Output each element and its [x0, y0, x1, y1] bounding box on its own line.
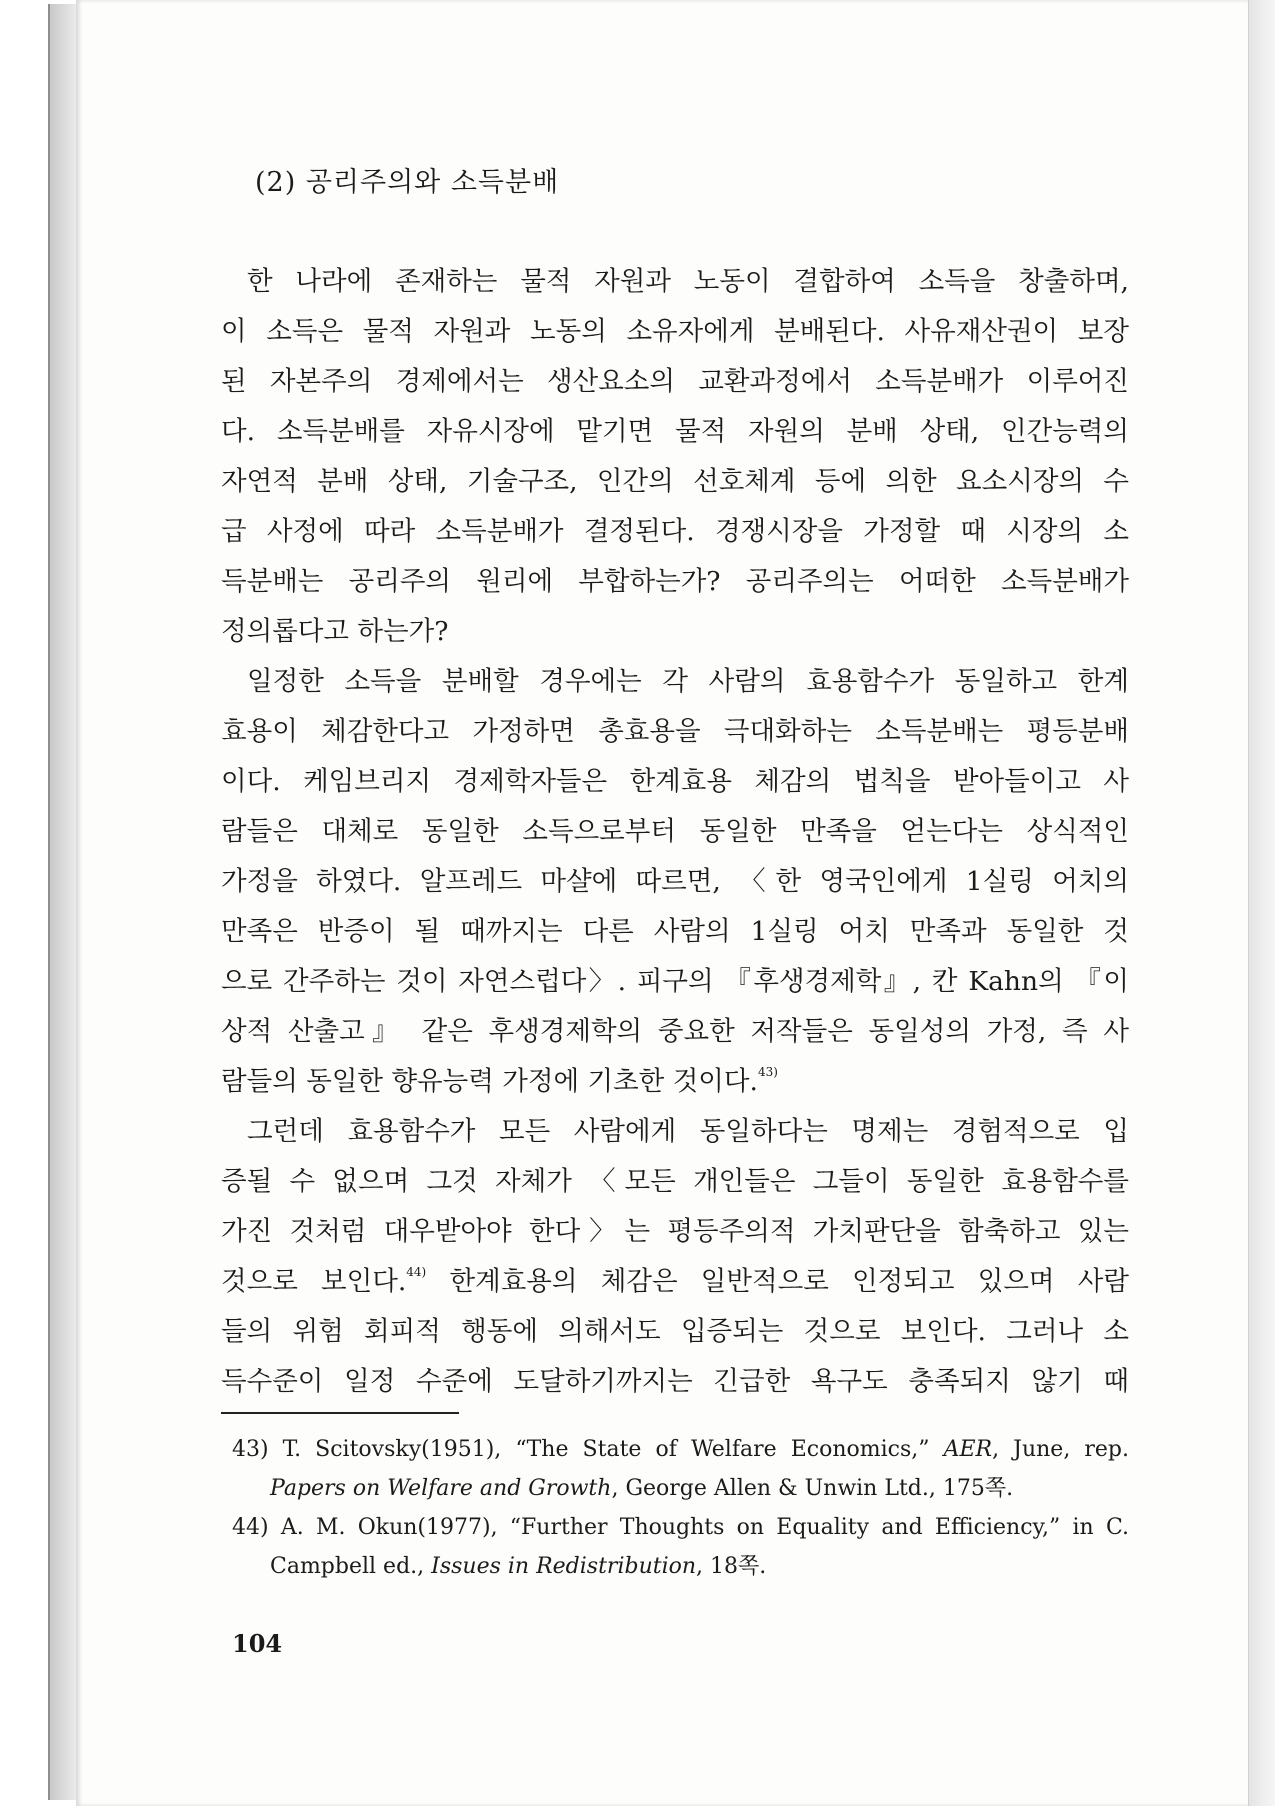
body-text — [221, 257, 1129, 1407]
footnote-citation: T. Scitovsky(1951), “The State of Welfare Economics,” — [282, 1437, 944, 1462]
footnote-number: 44) — [232, 1515, 269, 1540]
text-line — [221, 1307, 1129, 1357]
text-line-content: 람들은 대체로 동일한 소득으로부터 동일한 만족을 얻는다는 상식적인 — [221, 816, 1129, 847]
text-line — [221, 557, 1129, 607]
text-line-content: 이 소득은 물적 자원과 노동의 소유자에게 분배된다. 사유재산권이 보장 — [221, 316, 1129, 347]
text-line — [221, 757, 1129, 807]
text-line-content: 급 사정에 따라 소득분배가 결정된다. 경쟁시장을 가정할 때 시장의 소 — [221, 516, 1129, 547]
footnote-citation: , 18쪽. — [696, 1554, 767, 1579]
page-number: 104 — [232, 1629, 283, 1658]
footnote-citation: , June, rep. — [992, 1437, 1129, 1462]
text-line — [221, 857, 1129, 907]
text-line — [221, 357, 1129, 407]
text-line-content: 상적 산출고』 같은 후생경제학의 중요한 저작들은 동일성의 가정, 즉 사 — [221, 1016, 1129, 1047]
text-line — [221, 1107, 1129, 1157]
text-line — [221, 657, 1129, 707]
book-title: Papers on Welfare and Growth — [270, 1476, 612, 1501]
section-heading: (2) 공리주의와 소득분배 — [255, 167, 560, 198]
text-line — [221, 807, 1129, 857]
text-line-content: 으로 간주하는 것이 자연스럽다〉. 피구의 『후생경제학』, 칸 Kahn의 『이 — [221, 966, 1129, 997]
text-line-content: 한계효용의 체감은 일반적으로 인정되고 있으며 사람 — [426, 1266, 1129, 1297]
text-line — [221, 1157, 1129, 1207]
text-line-content: 것으로 보인다. — [221, 1266, 407, 1297]
text-line-content: 정의롭다고 하는가? — [221, 616, 449, 647]
text-line-content: 효용이 체감한다고 가정하면 총효용을 극대화하는 소득분배는 평등분배 — [221, 716, 1129, 747]
text-line — [221, 457, 1129, 507]
text-line-content: 일정한 소득을 분배할 경우에는 각 사람의 효용함수가 동일하고 한계 — [247, 666, 1129, 697]
footnote-marker: 43) — [757, 1065, 778, 1079]
book-title: Issues in Redistribution — [431, 1554, 697, 1579]
text-line — [221, 307, 1129, 357]
text-line — [221, 257, 1129, 307]
footnotes — [232, 1430, 1129, 1586]
text-line — [221, 1257, 1129, 1307]
footnote-citation: A. M. Okun(1977), “Further Thoughts on Equality and Efficiency,” in C. — [280, 1515, 1129, 1540]
text-line-content: 다. 소득분배를 자유시장에 맡기면 물적 자원의 분배 상태, 인간능력의 — [221, 416, 1129, 447]
text-line — [221, 1357, 1129, 1407]
text-line-content: 들의 위험 회피적 행동에 의해서도 입증되는 것으로 보인다. 그러나 소 — [221, 1316, 1129, 1347]
text-line-content: 그런데 효용함수가 모든 사람에게 동일하다는 명제는 경험적으로 입 — [247, 1116, 1129, 1147]
text-line — [221, 507, 1129, 557]
footnote-number: 43) — [232, 1437, 269, 1462]
page-right-edge — [1248, 0, 1275, 1806]
text-line-content: 가정을 하였다. 알프레드 마샬에 따르면, 〈한 영국인에게 1실링 어치의 — [221, 866, 1129, 897]
text-line — [221, 607, 1129, 657]
journal-title: AER — [943, 1437, 993, 1462]
text-line-content: 자연적 분배 상태, 기술구조, 인간의 선호체계 등에 의한 요소시장의 수 — [221, 466, 1129, 497]
text-line-content: 득분배는 공리주의 원리에 부합하는가? 공리주의는 어떠한 소득분배가 — [221, 566, 1129, 597]
text-line — [221, 1207, 1129, 1257]
footnote-43 — [232, 1430, 1129, 1508]
footnote-marker: 44) — [406, 1265, 427, 1279]
footnote-citation: Campbell ed., — [270, 1554, 432, 1579]
text-line — [221, 1007, 1129, 1057]
text-line-content: 증될 수 없으며 그것 자체가 〈모든 개인들은 그들이 동일한 효용함수를 — [221, 1166, 1129, 1197]
text-line-content: 만족은 반증이 될 때까지는 다른 사람의 1실링 어치 만족과 동일한 것 — [221, 916, 1129, 947]
text-line — [221, 907, 1129, 957]
text-line-content: 득수준이 일정 수준에 도달하기까지는 긴급한 욕구도 충족되지 않기 때 — [221, 1366, 1129, 1397]
text-line-content: 가진 것처럼 대우받아야 한다〉는 평등주의적 가치판단을 함축하고 있는 — [221, 1216, 1129, 1247]
text-line-content: 이다. 케임브리지 경제학자들은 한계효용 체감의 법칙을 받아들이고 사 — [221, 766, 1129, 797]
text-line-content: 람들의 동일한 향유능력 가정에 기초한 것이다. — [221, 1066, 758, 1097]
footnote-rule — [221, 1412, 459, 1414]
text-line — [221, 957, 1129, 1007]
footnote-citation: , George Allen & Unwin Ltd., 175쪽. — [611, 1476, 1014, 1501]
text-line-content: 한 나라에 존재하는 물적 자원과 노동이 결합하여 소득을 창출하며, — [247, 266, 1129, 297]
footnote-44 — [232, 1508, 1129, 1586]
text-line — [221, 1057, 1129, 1107]
text-line — [221, 407, 1129, 457]
text-line — [221, 707, 1129, 757]
text-line-content: 된 자본주의 경제에서는 생산요소의 교환과정에서 소득분배가 이루어진 — [221, 366, 1129, 397]
